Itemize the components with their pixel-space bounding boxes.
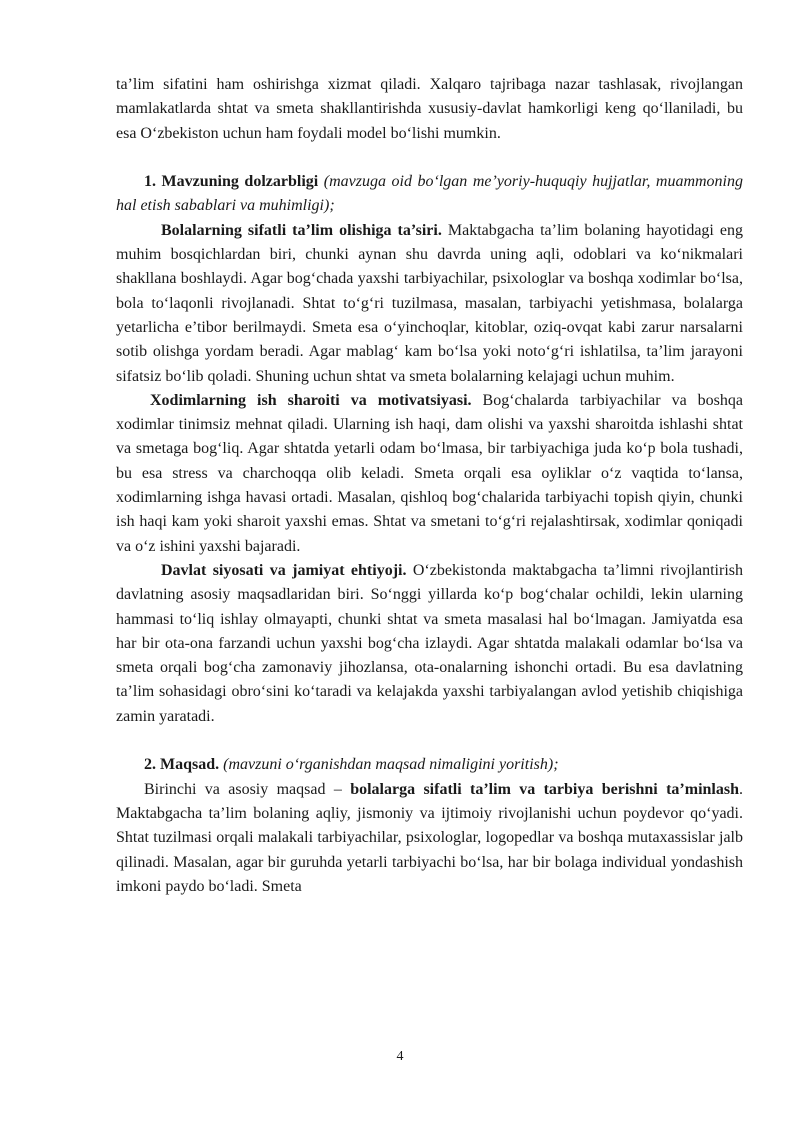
spacer xyxy=(116,729,743,753)
paragraph-lead: Birinchi va asosiy maqsad – xyxy=(144,780,351,798)
page-number: 4 xyxy=(396,1049,404,1064)
section-1-title: 1. Mavzuning dolzarbligi xyxy=(144,173,319,191)
section-1-heading xyxy=(116,170,743,219)
spacer xyxy=(116,146,743,170)
paragraph-title: Davlat siyosati va jamiyat ehtiyoji. xyxy=(161,561,407,579)
paragraph-text: . Maktabgacha ta’lim bolaning aqliy, jismoniy va ijtimoiy rivojlanishi uchun poydevor qo‘yadi. Shtat tuzilmasi orqali malakali tarbiyachilar, psixologlar, logopedlar va boshqa mutaxassislar jalb qilinadi. Masalan, agar bir guruhda yetarli tarbiyachi bo‘lsa, har bir bolaga individual yondashish imkoni paydo bo‘ladi. Smeta xyxy=(116,780,744,895)
section-2-note: (mavzuni o‘rganishdan maqsad nimaligini yoritish); xyxy=(223,756,559,774)
section-2-title: 2. Maqsad. xyxy=(144,756,220,774)
paragraph-title: Bolalarning sifatli ta’lim olishiga ta’siri. xyxy=(161,221,442,239)
paragraph-emphasis: bolalarga sifatli ta’lim va tarbiya berishni ta’minlash xyxy=(350,780,740,798)
paragraph-text: Bog‘chalarda tarbiyachilar va boshqa xodimlar tinimsiz mehnat qiladi. Ularning ish haqi, dam olishi va yaxshi sharoitda ishlashi shtat va smetaga bog‘liq. Agar shtatda yetarli odam bo‘lmasa, bir tarbiyachiga juda ko‘p bola tushadi, bu esa stress va charchoqqa olib keladi. Smeta orqali esa oyliklar o‘z vaqtida to‘lansa, xodimlarning ishga havasi ortadi. Masalan, qishloq bog‘chalarida tarbiyachi topish qiyin, chunki ish haqi kam yoki sharoit yaxshi emas. Shtat va smetani to‘g‘ri rejalashtirsak, xodimlar qoniqadi va o‘z ishini yaxshi bajaradi. xyxy=(116,391,744,555)
section-1-paragraph-1 xyxy=(116,219,743,389)
document-page xyxy=(116,73,743,899)
paragraph-text: O‘zbekistonda maktabgacha ta’limni rivojlantirish davlatning asosiy maqsadlaridan biri. So‘nggi yillarda ko‘p bog‘chalar ochildi, lekin ularning hammasi to‘liq ishlay olmayapti, chunki shtat va smeta masalasi hal bo‘lmagan. Jamiyatda esa har bir ota-ona farzandi uchun yaxshi bog‘cha izlaydi. Agar shtatda malakali odamlar bo‘lsa va smeta orqali bog‘cha zamonaviy jihozlansa, ota-onalarning ishonchi ortadi. Bu esa davlatning ta’lim sohasidagi obro‘sini ko‘taradi va kelajakda yaxshi tarbiyalangan avlod yetishib chiqishiga zamin yaratadi. xyxy=(116,561,743,725)
intro-paragraph: ta’lim sifatini ham oshirishga xizmat qiladi. Xalqaro tajribaga nazar tashlasak, rivojlangan mamlakatlarda shtat va smeta shakllantirishda xususiy-davlat hamkorligi keng qo‘llaniladi, bu esa O‘zbekiston uchun ham foydali model bo‘lishi mumkin. xyxy=(116,76,743,142)
paragraph-title: Xodimlarning ish sharoiti va motivatsiyasi. xyxy=(150,391,472,409)
section-2-paragraph xyxy=(116,778,743,899)
paragraph-text: Maktabgacha ta’lim bolaning hayotidagi eng muhim bosqichlardan biri, chunki aynan shu davrda uning aqli, odoblari va ko‘nikmalari shakllana boshlaydi. Agar bog‘chada yaxshi tarbiyachilar, psixologlar va boshqa xodimlar bo‘lsa, bola to‘laqonli rivojlanadi. Shtat to‘g‘ri tuzilmasa, masalan, tarbiyachi yetishmasa, bolalarga yetarlicha e’tibor berilmaydi. Smeta esa o‘yinchoqlar, kitoblar, oziq-ovqat kabi zarur narsalarni sotib olishga yordam beradi. Agar mablag‘ kam bo‘lsa yoki noto‘g‘ri ishlatilsa, ta’lim jarayoni sifatsiz bo‘lib qoladi. Shuning uchun shtat va smeta bolalarning kelajagi uchun muhim. xyxy=(116,221,743,385)
section-1-note: (mavzuga oid bo‘lgan me’yoriy-huquqiy hujjatlar, muammoning hal etish sabablari va muhimligi); xyxy=(116,173,743,215)
section-1-paragraph-3 xyxy=(116,559,743,729)
section-1-paragraph-2 xyxy=(116,389,743,559)
section-2-heading xyxy=(116,753,743,777)
